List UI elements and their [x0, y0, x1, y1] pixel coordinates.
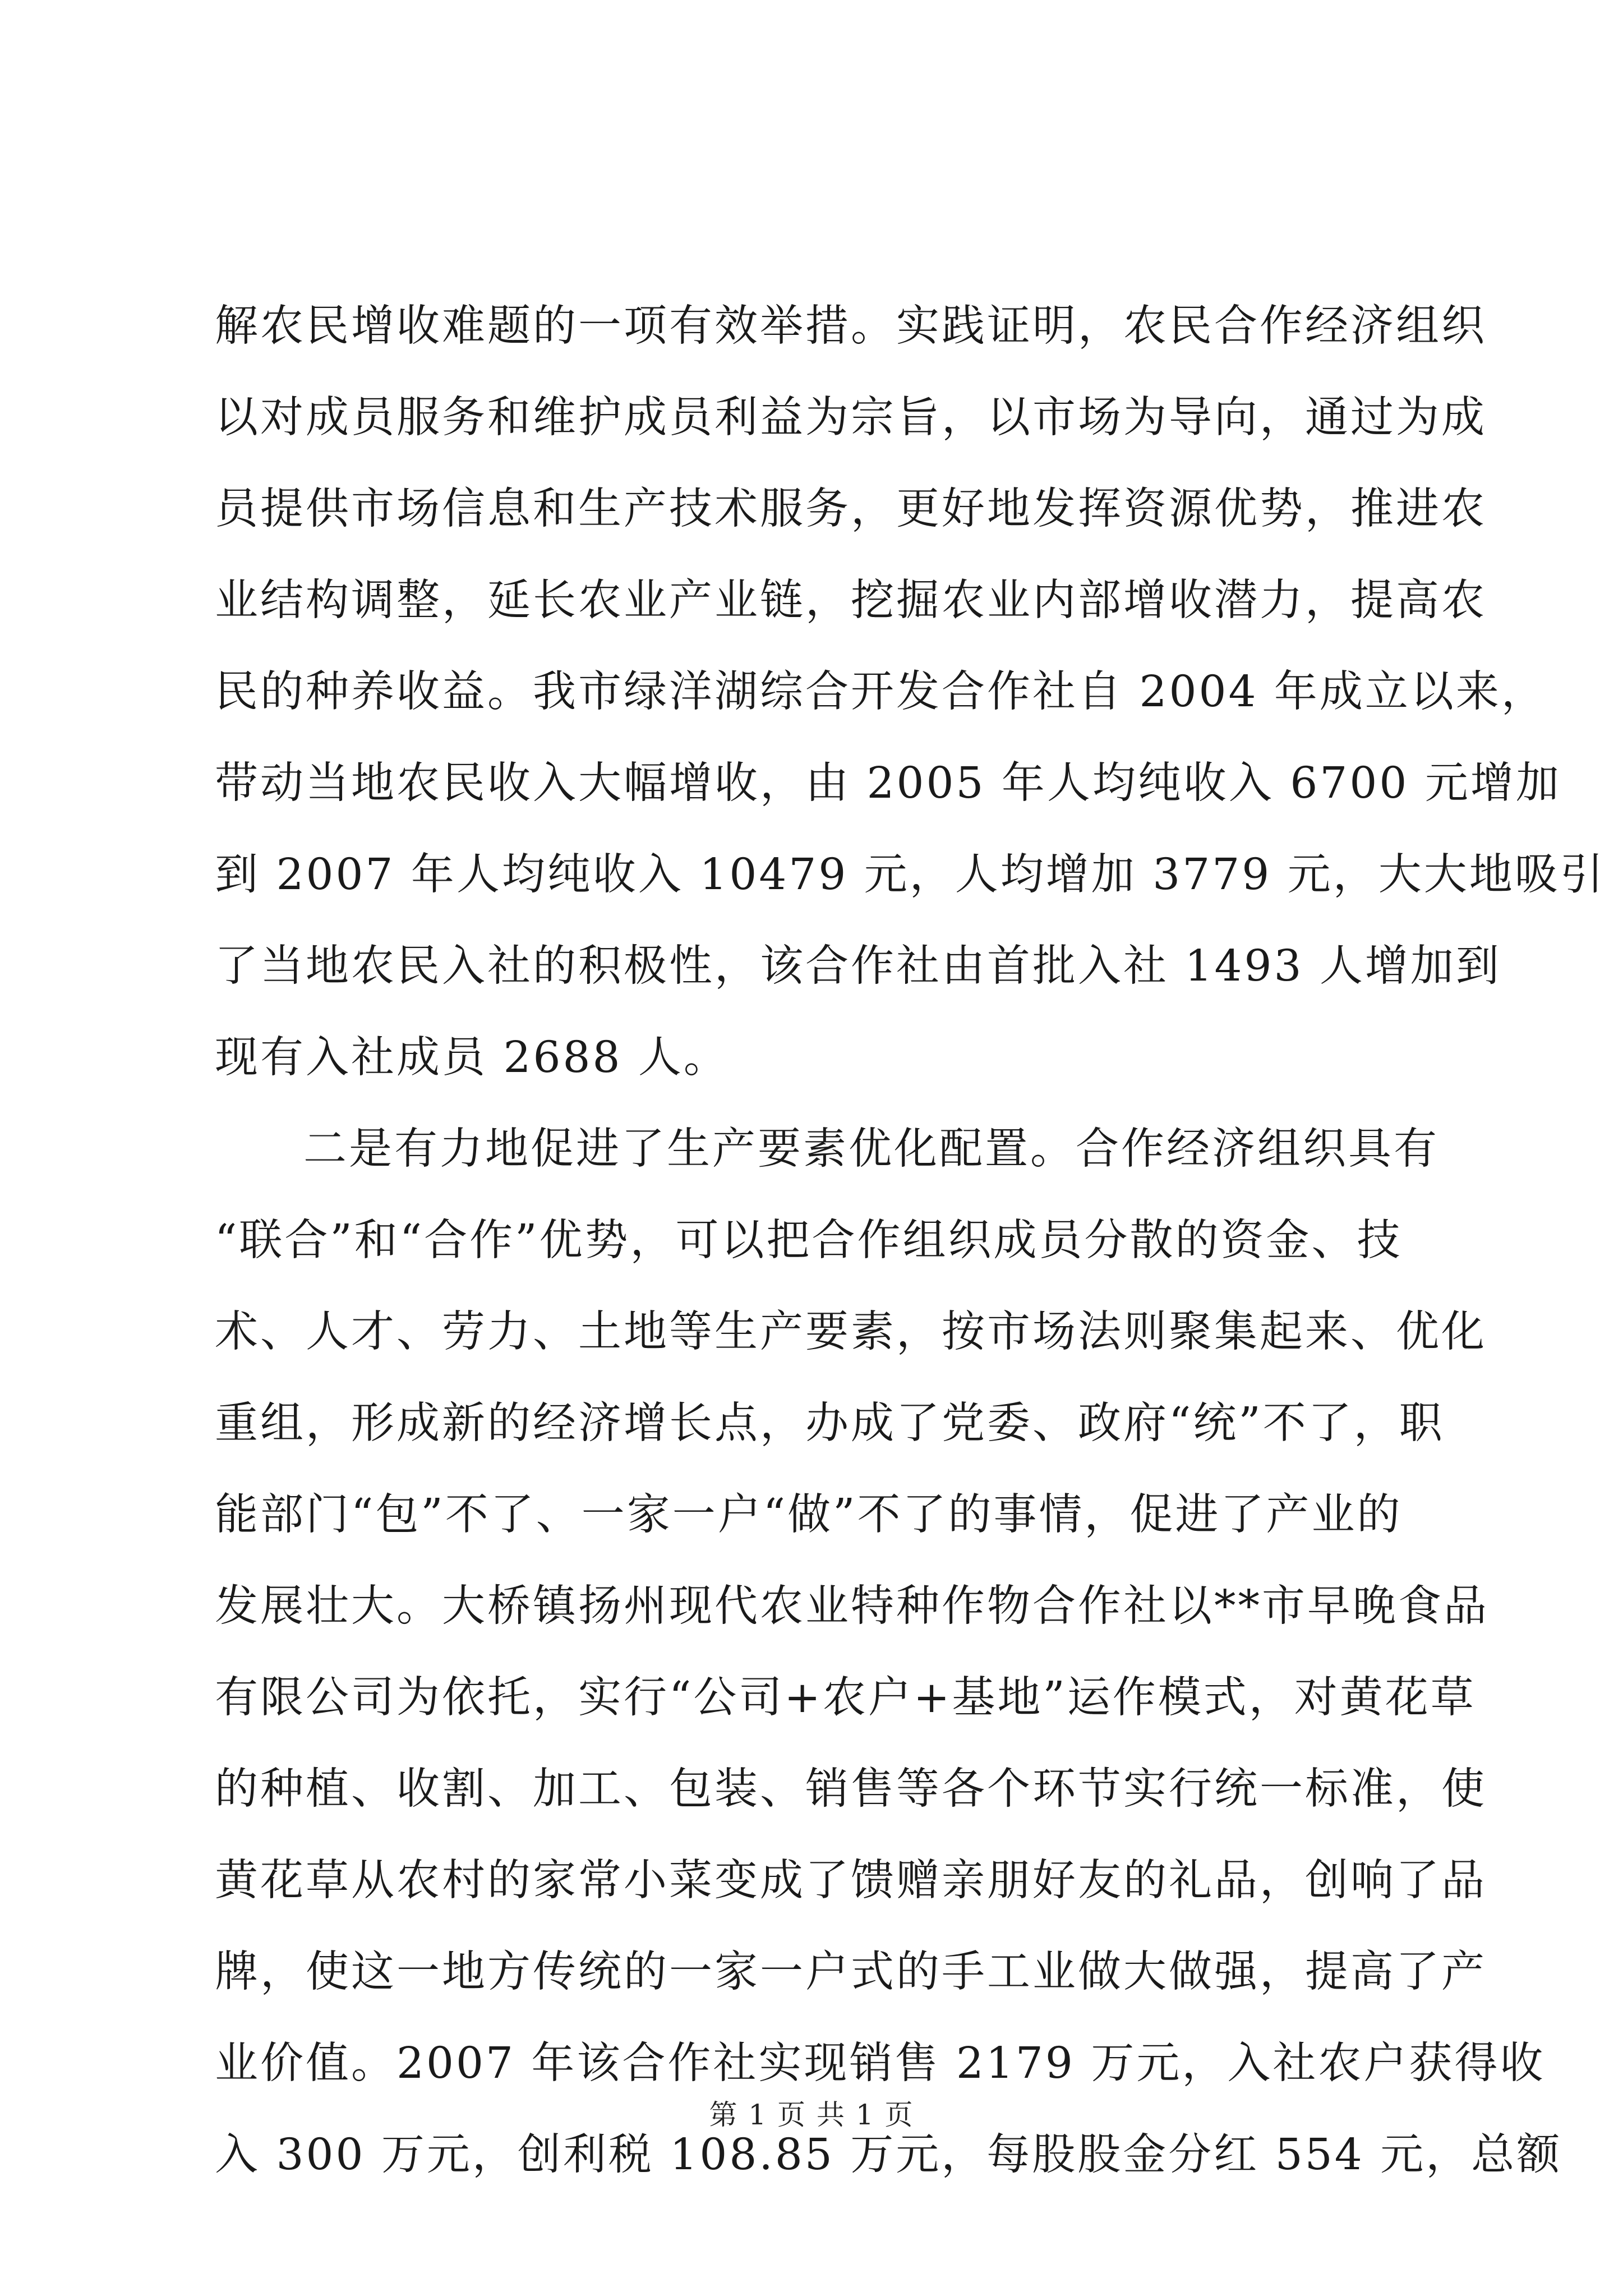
- text-line: 发展壮大。大桥镇扬州现代农业特种作物合作社以**市早晚食品: [215, 1581, 1489, 1631]
- text-line: 入 300 万元，创利税 108.85 万元，每股股金分红 554 元，总额: [215, 2130, 1562, 2180]
- text-line: 的种植、收割、加工、包装、销售等各个环节实行统一标准，使: [215, 1764, 1487, 1814]
- text-line: 员提供市场信息和生产技术服务，更好地发挥资源优势，推进农: [215, 484, 1487, 534]
- text-line: 能部门“包”不了、一家一户“做”不了的事情，促进了产业的: [215, 1490, 1403, 1540]
- text-line: 到 2007 年人均纯收入 10479 元，人均增加 3779 元，大大地吸引: [215, 850, 1606, 900]
- text-line: 业结构调整，延长农业产业链，挖掘农业内部增收潜力，提高农: [215, 576, 1487, 625]
- paragraph-first-line: 二是有力地促进了生产要素优化配置。合作经济组织具有: [303, 1124, 1439, 1174]
- document-body: [215, 280, 1606, 2201]
- text-line: 术、人才、劳力、土地等生产要素，按市场法则聚集起来、优化: [215, 1307, 1487, 1357]
- text-line: 现有入社成员 2688 人。: [215, 1033, 729, 1083]
- text-line: 有限公司为依托，实行“公司+农户+基地”运作模式，对黄花草: [215, 1673, 1476, 1723]
- text-line: 牌，使这一地方传统的一家一户式的手工业做大做强，提高了产: [215, 1947, 1487, 1997]
- text-line: 黄花草从农村的家常小菜变成了馈赠亲朋好友的礼品，创响了品: [215, 1856, 1487, 1906]
- text-line: 业价值。2007 年该合作社实现销售 2179 万元，入社农户获得收: [215, 2039, 1546, 2088]
- text-line: 解农民增收难题的一项有效举措。实践证明，农民合作经济组织: [215, 301, 1487, 351]
- page-number-footer: 第 1 页 共 1 页: [709, 2099, 914, 2131]
- text-line: 了当地农民入社的积极性，该合作社由首批入社 1493 人增加到: [215, 941, 1501, 991]
- text-line: 重组，形成新的经济增长点，办成了党委、政府“统”不了，职: [215, 1398, 1445, 1448]
- text-line: “联合”和“合作”优势，可以把合作组织成员分散的资金、技: [215, 1216, 1403, 1266]
- text-line: 以对成员服务和维护成员利益为宗旨，以市场为导向，通过为成: [215, 393, 1487, 443]
- text-line: 带动当地农民收入大幅增收，由 2005 年人均纯收入 6700 元增加: [215, 758, 1561, 808]
- text-line: 民的种养收益。我市绿洋湖综合开发合作社自 2004 年成立以来，: [215, 667, 1547, 717]
